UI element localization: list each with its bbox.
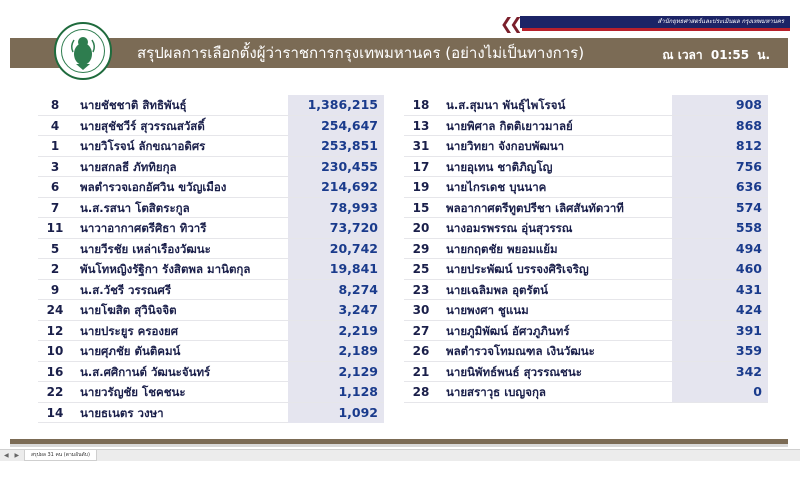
candidate-number: 11: [46, 221, 64, 235]
candidate-row: [38, 157, 384, 178]
candidate-row: [404, 341, 768, 362]
candidate-row: [404, 95, 768, 116]
candidate-row: [404, 239, 768, 260]
candidate-number: 31: [412, 139, 430, 153]
candidate-name: พลอากาศตรีทูตปรีชา เลิศสันทัดวาที: [446, 200, 624, 215]
candidate-row: [38, 259, 384, 280]
candidate-name: นายศุภชัย ตันติคมน์: [80, 344, 181, 358]
candidate-row: [38, 136, 384, 157]
candidate-votes: 78,993: [288, 198, 384, 218]
candidate-name: นายประพัฒน์ บรรจงศิริเจริญ: [446, 262, 589, 276]
candidate-number: 14: [46, 405, 64, 420]
candidate-row: [38, 300, 384, 321]
candidate-name: นายพงศา ชูแนม: [446, 303, 529, 317]
candidate-votes: 3,247: [288, 300, 384, 320]
candidate-number: 8: [50, 98, 60, 112]
candidate-votes: 2,189: [288, 341, 384, 361]
candidate-name: น.ส.ศศิกานต์ วัฒนะจันทร์: [80, 364, 211, 379]
candidate-name: นายประยูร ครองยศ: [80, 323, 179, 338]
agency-banner: [500, 14, 790, 34]
candidate-row: [38, 95, 384, 116]
candidate-votes: 0: [672, 382, 768, 402]
agency-name: สำนักยุทธศาสตร์และประเมินผล กรุงเทพมหานคร: [657, 18, 784, 25]
candidate-votes: 8,274: [288, 280, 384, 300]
candidate-number: 25: [412, 262, 430, 276]
candidate-name: นายวีรชัย เหล่าเรืองวัฒนะ: [80, 241, 211, 256]
candidate-row: [404, 300, 768, 321]
candidate-number: 10: [46, 344, 64, 358]
candidate-row: [38, 341, 384, 362]
timestamp: [658, 38, 770, 72]
candidate-name: นายโฆสิต สุวินิจจิต: [80, 303, 177, 317]
candidate-votes: 359: [672, 341, 768, 361]
candidate-number: 1: [50, 139, 60, 153]
candidate-name: นายชัชชาติ สิทธิพันธุ์: [80, 98, 187, 112]
candidate-row: [404, 362, 768, 383]
candidate-row: [38, 362, 384, 383]
candidate-votes: 2,129: [288, 362, 384, 382]
candidate-votes: 636: [672, 177, 768, 197]
candidate-row: [38, 218, 384, 239]
time-unit: น.: [757, 48, 770, 62]
candidate-name: นายกฤตชัย พยอมแย้ม: [446, 241, 558, 256]
candidate-name: นายวิทยา จังกอบพัฒนา: [446, 139, 565, 153]
candidate-votes: 342: [672, 362, 768, 382]
candidate-name: พลตำรวจเอกอัศวิน ขวัญเมือง: [80, 180, 227, 194]
candidate-votes: 812: [672, 136, 768, 156]
candidate-row: [38, 116, 384, 137]
title-bar: [10, 38, 788, 68]
candidate-number: 23: [412, 282, 430, 297]
candidate-name: นายภูมิพัฒน์ อัศวภูภินทร์: [446, 323, 570, 338]
candidate-row: [404, 218, 768, 239]
candidate-row: [404, 198, 768, 219]
candidate-number: 29: [412, 241, 430, 256]
candidate-votes: 868: [672, 116, 768, 136]
footer-strip: [10, 444, 788, 447]
candidate-name: น.ส.รสนา โตสิตระกูล: [80, 200, 190, 215]
candidate-votes: 19,841: [288, 259, 384, 279]
candidate-votes: 756: [672, 157, 768, 177]
candidate-number: 24: [46, 303, 64, 317]
page-title: สรุปผลการเลือกตั้งผู้ว่าราชการกรุงเทพมหานคร (อย่างไม่เป็นทางการ): [137, 44, 585, 62]
candidate-number: 17: [412, 159, 430, 174]
seal-emblem-icon: [56, 24, 110, 78]
candidate-number: 13: [412, 118, 430, 133]
candidate-row: [404, 321, 768, 342]
candidate-number: 19: [412, 180, 430, 194]
candidate-votes: 391: [672, 321, 768, 341]
candidate-name: พันโทหญิงรัฐิกา รังสิตพล มานิตกุล: [80, 262, 251, 276]
candidate-votes: 494: [672, 239, 768, 259]
candidate-number: 28: [412, 385, 430, 399]
candidate-row: [404, 136, 768, 157]
candidate-number: 30: [412, 303, 430, 317]
candidate-row: [38, 239, 384, 260]
candidate-votes: 1,092: [288, 403, 384, 423]
candidate-votes: 431: [672, 280, 768, 300]
candidate-name: นายวรัญชัย โชคชนะ: [80, 385, 186, 399]
candidate-votes: 1,386,215: [288, 95, 384, 115]
candidate-number: 4: [50, 118, 60, 133]
candidate-name: นายสุชัชวีร์ สุวรรณสวัสดิ์: [80, 118, 205, 133]
candidate-name: น.ส.วัชรี วรรณศรี: [80, 282, 172, 297]
candidate-number: 15: [412, 200, 430, 215]
candidate-row: [404, 259, 768, 280]
candidate-number: 3: [50, 159, 60, 174]
bangkok-seal-icon: [54, 22, 112, 80]
candidate-number: 6: [50, 180, 60, 194]
candidate-row: [38, 403, 384, 424]
sheet-nav-arrows-icon[interactable]: ◀ ▶: [4, 452, 22, 459]
candidate-name: นายเฉลิมพล อุตรัตน์: [446, 282, 548, 297]
candidate-name: นายพิศาล กิตติเยาวมาลย์: [446, 118, 573, 133]
candidate-number: 12: [46, 323, 64, 338]
candidate-votes: 73,720: [288, 218, 384, 238]
candidate-number: 20: [412, 221, 430, 235]
sheet-tab-bar: [0, 449, 800, 461]
candidate-number: 7: [50, 200, 60, 215]
candidate-votes: 253,851: [288, 136, 384, 156]
candidate-row: [38, 198, 384, 219]
candidate-row: [38, 321, 384, 342]
candidate-number: 27: [412, 323, 430, 338]
candidate-number: 16: [46, 364, 64, 379]
candidate-number: 5: [50, 241, 60, 256]
candidate-row: [38, 280, 384, 301]
candidate-row: [38, 177, 384, 198]
candidate-row: [404, 177, 768, 198]
candidate-list-right: [404, 95, 768, 403]
candidate-row: [38, 382, 384, 403]
candidate-votes: 2,219: [288, 321, 384, 341]
candidate-list-left: [38, 95, 384, 423]
candidate-name: นายสราวุธ เบญจกุล: [446, 385, 546, 399]
candidate-row: [404, 280, 768, 301]
candidate-row: [404, 116, 768, 137]
candidate-votes: 908: [672, 95, 768, 115]
candidate-number: 9: [50, 282, 60, 297]
sheet-tab[interactable]: สรุปผล 31 คน (ตามอันดับ): [24, 450, 97, 461]
candidate-votes: 254,647: [288, 116, 384, 136]
candidate-name: นาวาอากาศตรีศิธา ทิวารี: [80, 221, 207, 235]
double-chevron-icon: ❮❮: [500, 14, 519, 33]
time-label: ณ เวลา: [662, 48, 703, 62]
candidate-votes: 558: [672, 218, 768, 238]
candidate-row: [404, 157, 768, 178]
candidate-votes: 424: [672, 300, 768, 320]
candidate-number: 2: [50, 262, 60, 276]
candidate-number: 22: [46, 385, 64, 399]
candidate-name: นายสกลธี ภัททิยกุล: [80, 159, 177, 174]
candidate-votes: 20,742: [288, 239, 384, 259]
candidate-name: พลตำรวจโทมณฑล เงินวัฒนะ: [446, 344, 595, 358]
candidate-name: นายอุเทน ชาติภิญโญ: [446, 159, 553, 174]
candidate-name: น.ส.สุมนา พันธุ์ไพโรจน์: [446, 98, 566, 112]
candidate-name: นายวิโรจน์ ลักขณาอดิศร: [80, 139, 206, 153]
candidate-number: 18: [412, 98, 430, 112]
candidate-votes: 460: [672, 259, 768, 279]
candidate-number: 21: [412, 364, 430, 379]
candidate-name: นายธเนตร วงษา: [80, 405, 164, 420]
candidate-row: [404, 382, 768, 403]
candidate-votes: 230,455: [288, 157, 384, 177]
candidate-votes: 214,692: [288, 177, 384, 197]
candidate-votes: 574: [672, 198, 768, 218]
time-value: 01:55: [710, 48, 750, 62]
candidate-name: นายนิพัทธ์พนธ์ สุวรรณชนะ: [446, 364, 582, 379]
agency-red-strip: [522, 28, 790, 31]
candidate-name: นางอมรพรรณ อุ่นสุวรรณ: [446, 221, 573, 235]
candidate-number: 26: [412, 344, 430, 358]
candidate-votes: 1,128: [288, 382, 384, 402]
candidate-name: นายไกรเดช บุนนาค: [446, 180, 547, 194]
